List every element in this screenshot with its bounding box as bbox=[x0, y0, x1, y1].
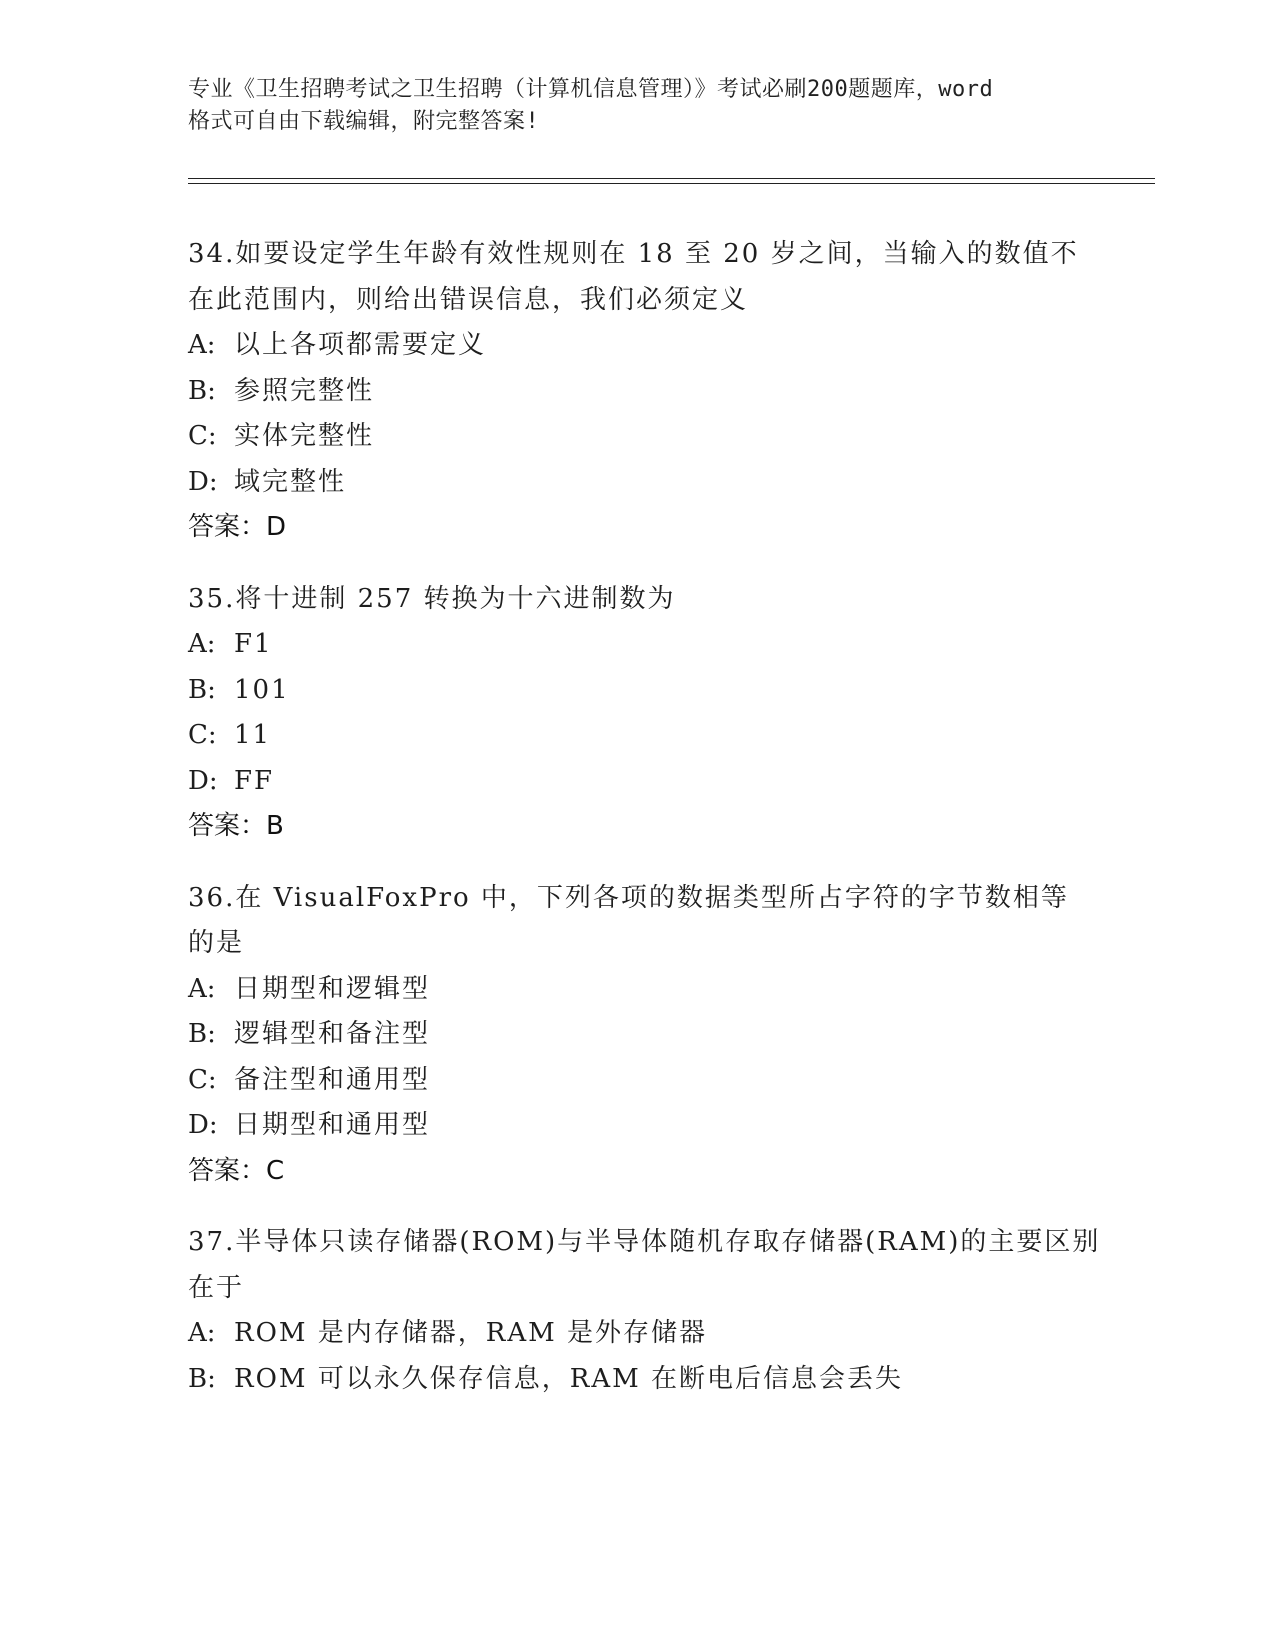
option-text: 逻辑型和备注型 bbox=[234, 1019, 431, 1049]
header-line-2: 格式可自由下载编辑，附完整答案! bbox=[188, 109, 540, 134]
option-label: B: bbox=[188, 1363, 216, 1394]
option-label: C: bbox=[188, 720, 217, 750]
option-d bbox=[188, 1103, 1088, 1149]
header-divider-top bbox=[188, 178, 1155, 179]
header-divider-bottom bbox=[188, 183, 1155, 184]
option-text: 日期型和逻辑型 bbox=[234, 973, 431, 1004]
option-label: B: bbox=[188, 1019, 216, 1049]
option-d bbox=[188, 460, 1088, 506]
question-stem-line: 35.将十进制 257 转换为十六进制数为 bbox=[188, 583, 676, 614]
option-c bbox=[188, 713, 1088, 759]
option-label: D: bbox=[188, 1110, 218, 1140]
question-stem-line: 的是 bbox=[188, 928, 245, 958]
header-line-1: 专业《卫生招聘考试之卫生招聘（计算机信息管理）》考试必刷200题题库，word bbox=[188, 77, 994, 102]
option-text: 以上各项都需要定义 bbox=[234, 330, 487, 360]
question-37 bbox=[188, 1220, 1101, 1402]
option-label: A: bbox=[188, 973, 216, 1004]
question-stem-line: 34.如要设定学生年龄有效性规则在 18 至 20 岁之间，当输入的数值不 bbox=[188, 239, 1079, 269]
option-text: 日期型和通用型 bbox=[234, 1110, 431, 1140]
option-text: 域完整性 bbox=[234, 466, 347, 497]
option-text: 101 bbox=[234, 674, 290, 705]
document-header bbox=[188, 74, 1088, 138]
option-text: 11 bbox=[234, 720, 272, 750]
question-36 bbox=[188, 876, 1088, 1195]
option-b bbox=[188, 1357, 1088, 1403]
option-text: ROM 是内存储器，RAM 是外存储器 bbox=[234, 1318, 708, 1348]
question-35 bbox=[188, 577, 1088, 850]
option-label: D: bbox=[188, 466, 218, 497]
option-text: 实体完整性 bbox=[234, 421, 375, 451]
option-label: C: bbox=[188, 1064, 217, 1095]
answer-line: 答案：D bbox=[188, 512, 287, 542]
option-c bbox=[188, 1058, 1088, 1104]
option-label: B: bbox=[188, 674, 216, 705]
option-label: B: bbox=[188, 375, 216, 406]
answer-line: 答案：B bbox=[188, 811, 284, 841]
option-label: A: bbox=[188, 629, 216, 659]
question-34 bbox=[188, 232, 1088, 551]
question-stem-line: 在此范围内，则给出错误信息，我们必须定义 bbox=[188, 284, 749, 315]
question-stem bbox=[188, 1220, 1101, 1311]
option-text: ROM 可以永久保存信息，RAM 在断电后信息会丢失 bbox=[234, 1363, 904, 1394]
option-text: FF bbox=[234, 765, 275, 796]
question-stem bbox=[188, 577, 1088, 623]
option-b bbox=[188, 1012, 1088, 1058]
option-label: D: bbox=[188, 765, 218, 796]
question-list bbox=[188, 232, 1101, 1428]
answer-line: 答案：C bbox=[188, 1155, 285, 1186]
option-label: A: bbox=[188, 1318, 216, 1348]
option-d bbox=[188, 759, 1088, 805]
option-label: A: bbox=[188, 330, 216, 360]
question-stem bbox=[188, 876, 1088, 967]
option-a bbox=[188, 967, 1088, 1013]
option-c bbox=[188, 414, 1088, 460]
option-b bbox=[188, 668, 1088, 714]
question-stem bbox=[188, 232, 1088, 323]
option-label: C: bbox=[188, 421, 217, 451]
option-a bbox=[188, 323, 1088, 369]
question-stem-line: 36.在 VisualFoxPro 中，下列各项的数据类型所占字符的字节数相等 bbox=[188, 882, 1069, 913]
option-a bbox=[188, 1311, 1088, 1357]
option-text: 参照完整性 bbox=[234, 375, 375, 406]
option-text: F1 bbox=[234, 629, 273, 659]
option-b bbox=[188, 369, 1088, 415]
option-a bbox=[188, 622, 1088, 668]
option-text: 备注型和通用型 bbox=[234, 1064, 431, 1095]
question-stem-line: 37.半导体只读存储器(ROM)与半导体随机存取存储器(RAM)的主要区别 bbox=[188, 1227, 1101, 1257]
question-stem-line: 在于 bbox=[188, 1272, 245, 1303]
